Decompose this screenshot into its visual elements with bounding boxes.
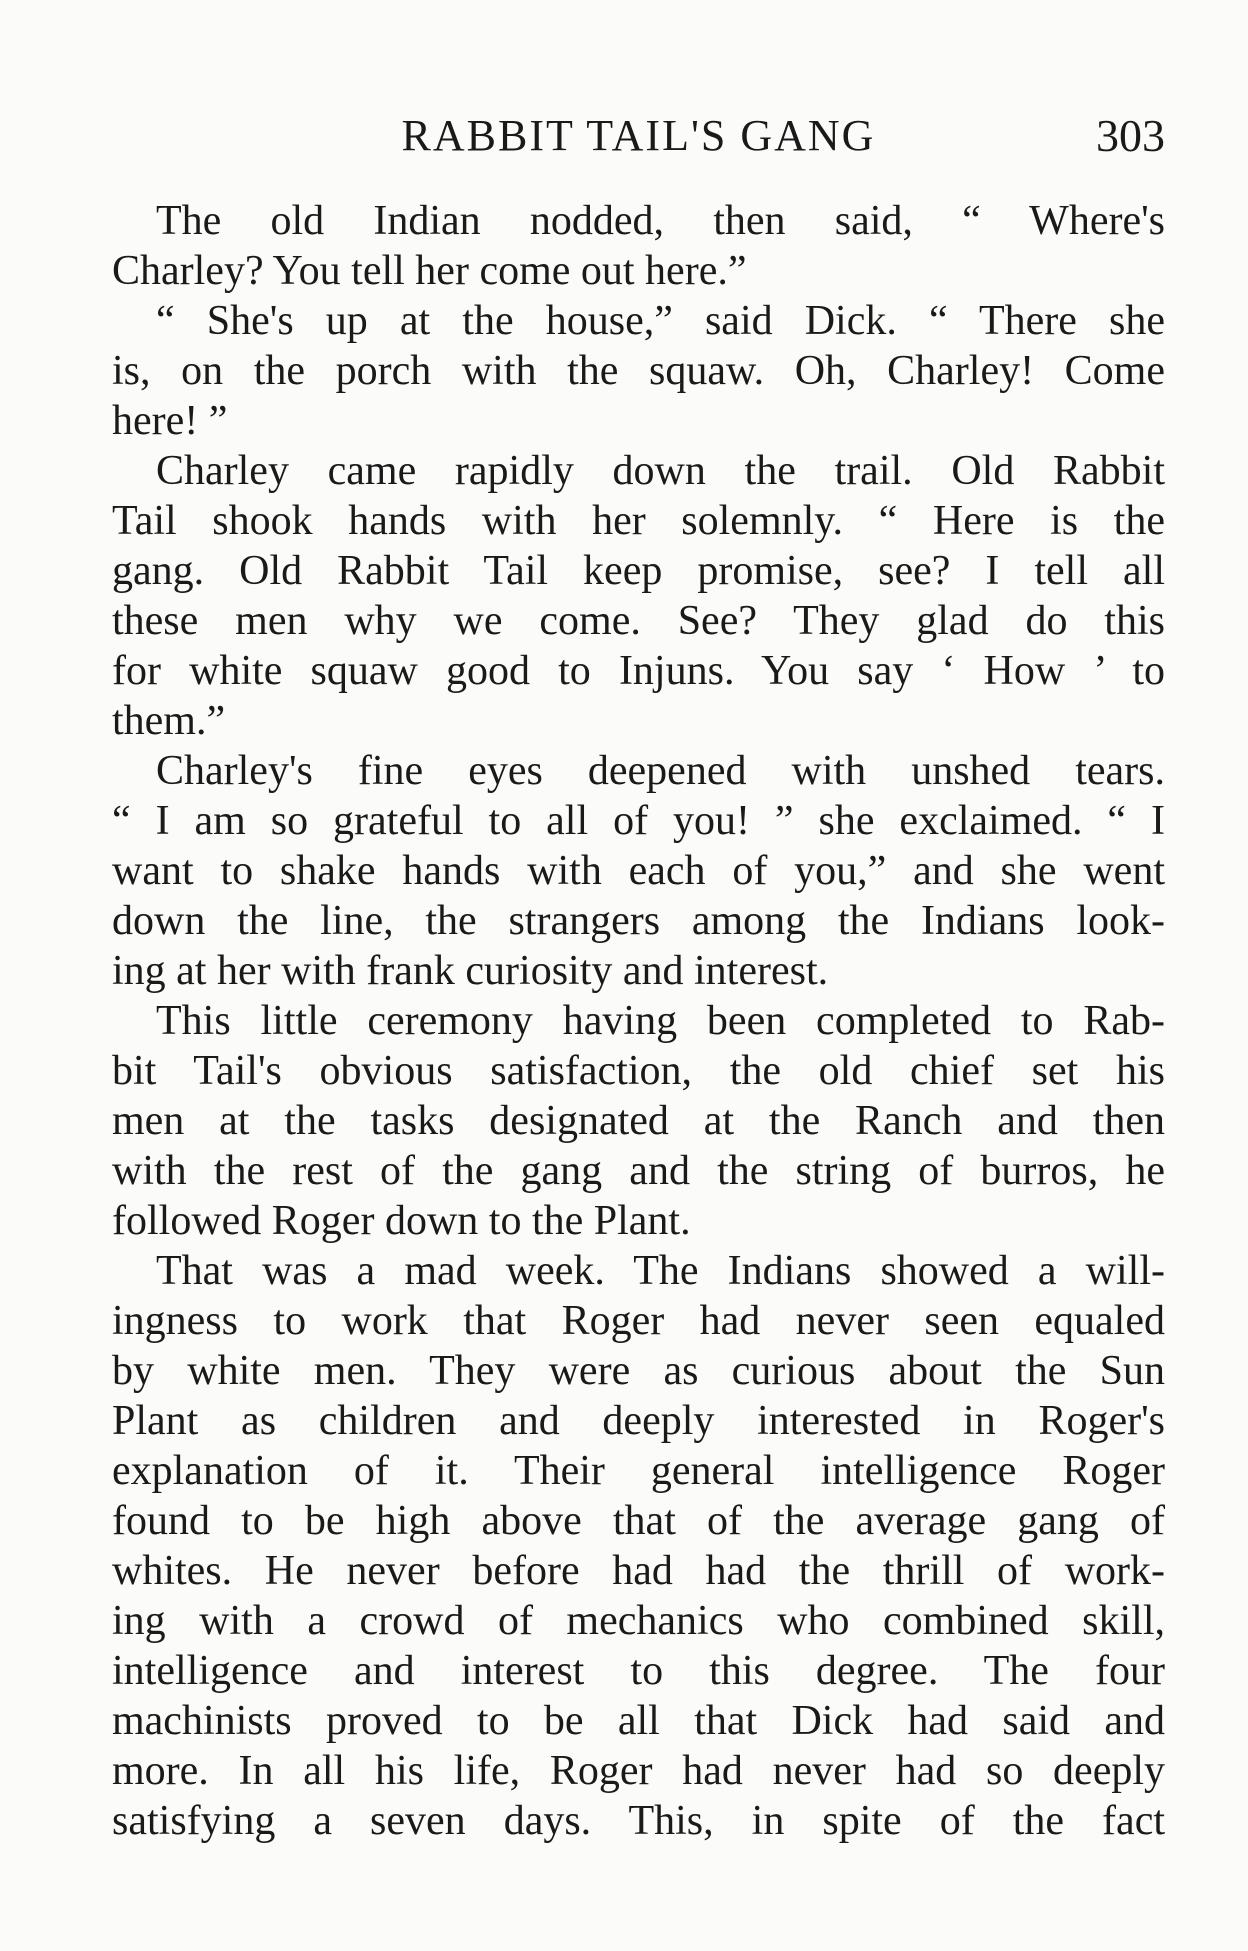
- body-text: [112, 196, 1165, 1846]
- text-line: The old Indian nodded, then said, “ Where's: [156, 198, 1165, 244]
- paragraph: [112, 196, 1165, 296]
- text-line: That was a mad week. The Indians showed a will-: [156, 1248, 1165, 1294]
- text-line: Plant as children and deeply interested in Roger's: [112, 1398, 1165, 1444]
- page-number: 303: [1096, 110, 1165, 161]
- paragraph: [112, 746, 1165, 996]
- text-line: Charley's fine eyes deepened with unshed tears.: [156, 748, 1165, 794]
- text-line: ingness to work that Roger had never seen equaled: [112, 1298, 1165, 1344]
- text-line: with the rest of the gang and the string of burros, he: [112, 1148, 1165, 1194]
- text-line: machinists proved to be all that Dick had said and: [112, 1698, 1165, 1744]
- text-line: ing at her with frank curiosity and interest.: [112, 948, 829, 994]
- text-line: more. In all his life, Roger had never had so deeply: [112, 1748, 1165, 1794]
- text-line: whites. He never before had had the thrill of work-: [112, 1548, 1165, 1594]
- paragraph: [112, 296, 1165, 446]
- text-line: for white squaw good to Injuns. You say ‘ How ’ to: [112, 648, 1165, 694]
- text-line: here! ”: [112, 398, 228, 444]
- text-line: Tail shook hands with her solemnly. “ Here is the: [112, 498, 1165, 544]
- text-line: explanation of it. Their general intelligence Roger: [112, 1448, 1165, 1494]
- text-line: want to shake hands with each of you,” and she went: [112, 848, 1165, 894]
- text-line: Charley came rapidly down the trail. Old Rabbit: [156, 448, 1165, 494]
- text-line: them.”: [112, 698, 226, 744]
- text-line: “ She's up at the house,” said Dick. “ There she: [156, 298, 1165, 344]
- text-line: is, on the porch with the squaw. Oh, Charley! Come: [112, 348, 1165, 394]
- paragraph: [112, 996, 1165, 1246]
- text-line: followed Roger down to the Plant.: [112, 1198, 691, 1244]
- page-header: [112, 100, 1165, 172]
- running-head: RABBIT TAIL'S GANG: [401, 111, 876, 160]
- text-line: satisfying a seven days. This, in spite of the fact: [112, 1798, 1165, 1844]
- text-line: gang. Old Rabbit Tail keep promise, see? I tell all: [112, 548, 1165, 594]
- text-line: down the line, the strangers among the Indians look-: [112, 898, 1165, 944]
- text-line: bit Tail's obvious satisfaction, the old chief set his: [112, 1048, 1165, 1094]
- paragraph: [112, 446, 1165, 746]
- paragraph: [112, 1246, 1165, 1846]
- text-line: found to be high above that of the average gang of: [112, 1498, 1165, 1544]
- text-line: Charley? You tell her come out here.”: [112, 248, 747, 294]
- text-line: men at the tasks designated at the Ranch and then: [112, 1098, 1165, 1144]
- text-line: “ I am so grateful to all of you! ” she exclaimed. “ I: [112, 798, 1165, 844]
- text-line: This little ceremony having been completed to Rab-: [156, 998, 1165, 1044]
- text-line: by white men. They were as curious about the Sun: [112, 1348, 1165, 1394]
- text-line: these men why we come. See? They glad do this: [112, 598, 1165, 644]
- text-line: ing with a crowd of mechanics who combined skill,: [112, 1598, 1165, 1644]
- text-line: intelligence and interest to this degree. The four: [112, 1648, 1165, 1694]
